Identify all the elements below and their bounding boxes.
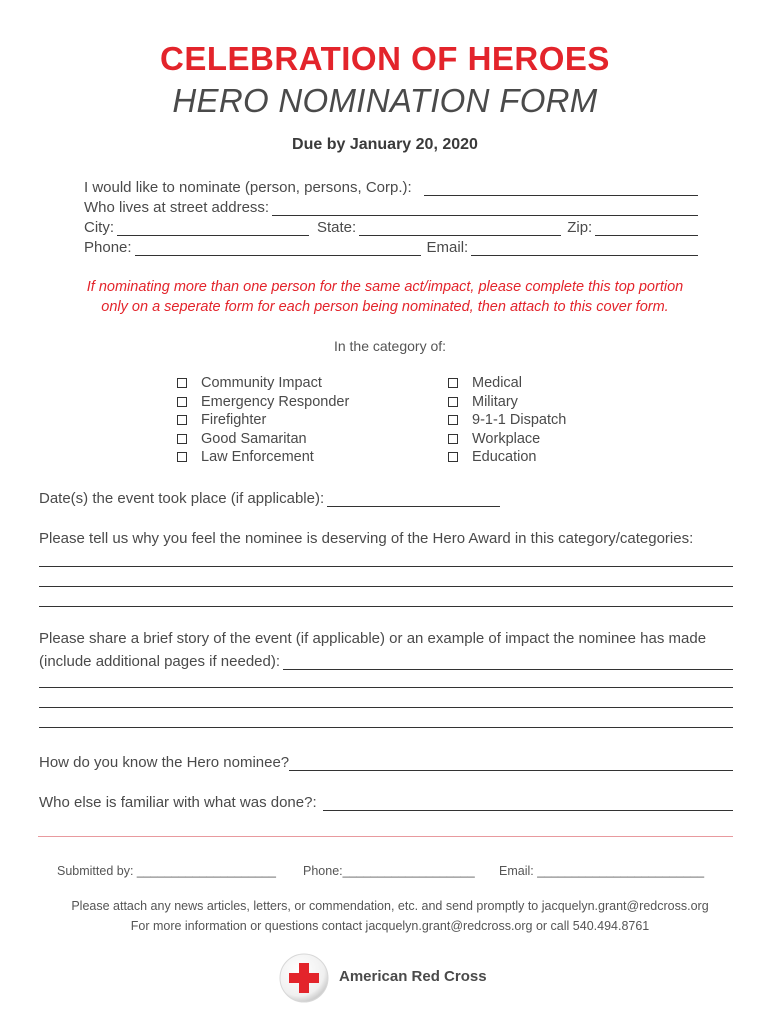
story-line[interactable] (39, 687, 733, 688)
multi-nominee-note (60, 277, 710, 317)
why-line[interactable] (39, 606, 733, 607)
submitter-phone-field[interactable]: Phone:___________________ (303, 864, 475, 878)
checkbox-icon[interactable] (448, 415, 458, 425)
story-line[interactable] (39, 707, 733, 708)
city-label: City: (84, 219, 114, 236)
story-line[interactable] (39, 727, 733, 728)
category-label: Medical (472, 375, 522, 392)
submitter-email-field[interactable]: Email: ________________________ (499, 864, 705, 878)
phone-label: Phone: (84, 239, 132, 256)
category-list-left (177, 374, 349, 467)
category-option[interactable] (448, 374, 566, 393)
checkbox-icon[interactable] (448, 378, 458, 388)
how-label: How do you know the Hero nominee? (39, 754, 290, 771)
category-option[interactable] (177, 374, 349, 393)
category-option[interactable] (448, 393, 566, 412)
note-line-1: If nominating more than one person for the same act/impact, please complete this top portion (86, 279, 684, 295)
state-field[interactable] (359, 220, 561, 236)
checkbox-icon[interactable] (177, 378, 187, 388)
due-date: Due by January 20, 2020 (292, 136, 478, 153)
nominate-label: I would like to nominate (person, persons, Corp.): (84, 179, 412, 196)
form-title: CELEBRATION OF HEROES (160, 40, 610, 77)
who-label: Who else is familiar with what was done?: (39, 794, 317, 811)
category-option[interactable] (177, 448, 349, 467)
category-label: Education (472, 449, 537, 466)
email-field[interactable] (471, 240, 698, 256)
who-field[interactable] (323, 795, 733, 811)
category-label: Good Samaritan (201, 430, 307, 447)
checkbox-icon[interactable] (177, 397, 187, 407)
category-label: 9-1-1 Dispatch (472, 412, 567, 429)
city-row (84, 216, 698, 236)
checkbox-icon[interactable] (448, 452, 458, 462)
category-label: Community Impact (201, 375, 322, 392)
story-label: Please share a brief story of the event (if applicable) or an example of impact the nominee has made (39, 630, 707, 647)
submitted-by-field[interactable]: Submitted by: ____________________ (57, 864, 276, 878)
address-label: Who lives at street address: (84, 199, 270, 216)
category-label: Emergency Responder (201, 393, 350, 410)
category-title: In the category of: (333, 338, 447, 354)
category-list-right (448, 374, 566, 467)
category-label: Military (472, 393, 518, 410)
how-row (39, 751, 733, 771)
phone-field[interactable] (135, 240, 421, 256)
category-label: Firefighter (201, 412, 267, 429)
address-field[interactable] (272, 200, 698, 216)
nominate-field[interactable] (424, 180, 698, 196)
zip-field[interactable] (595, 220, 698, 236)
why-line[interactable] (39, 566, 733, 567)
org-name: American Red Cross (339, 968, 487, 985)
state-label: State: (317, 219, 357, 236)
category-label: Workplace (472, 430, 541, 447)
category-option[interactable] (177, 393, 349, 412)
form-subtitle: HERO NOMINATION FORM (172, 82, 598, 119)
city-field[interactable] (117, 220, 309, 236)
checkbox-icon[interactable] (448, 397, 458, 407)
section-divider (38, 836, 733, 837)
how-field[interactable] (289, 755, 733, 771)
category-option[interactable] (448, 448, 566, 467)
date-field[interactable] (327, 491, 500, 507)
contact-info: For more information or questions contact jacquelyn.grant@redcross.org or call 540.494.8761 (130, 919, 650, 933)
nominee-section (84, 176, 698, 256)
zip-label: Zip: (567, 219, 593, 236)
email-label: Email: (426, 239, 469, 256)
checkbox-icon[interactable] (177, 415, 187, 425)
date-row (39, 487, 500, 507)
red-cross-logo-icon (279, 953, 329, 1003)
category-label: Law Enforcement (201, 449, 314, 466)
category-option[interactable] (448, 411, 566, 430)
attach-instructions: Please attach any news articles, letters, or commendation, etc. and send promptly to jacquelyn.grant@redcross.org (71, 899, 709, 913)
story-label-2: (include additional pages if needed): (39, 653, 281, 670)
category-option[interactable] (448, 430, 566, 449)
nominate-row (84, 176, 698, 196)
checkbox-icon[interactable] (177, 434, 187, 444)
why-label: Please tell us why you feel the nominee is deserving of the Hero Award in this category/categories: (39, 530, 694, 547)
phone-row (84, 236, 698, 256)
category-option[interactable] (177, 430, 349, 449)
date-label: Date(s) the event took place (if applicable): (39, 490, 325, 507)
who-row (39, 791, 733, 811)
category-option[interactable] (177, 411, 349, 430)
why-line[interactable] (39, 586, 733, 587)
checkbox-icon[interactable] (177, 452, 187, 462)
note-line-2: only on a seperate form for each person being nominated, then attach to this cover form. (101, 299, 669, 315)
story-row (39, 650, 733, 670)
checkbox-icon[interactable] (448, 434, 458, 444)
address-row (84, 196, 698, 216)
story-field[interactable] (283, 654, 733, 670)
